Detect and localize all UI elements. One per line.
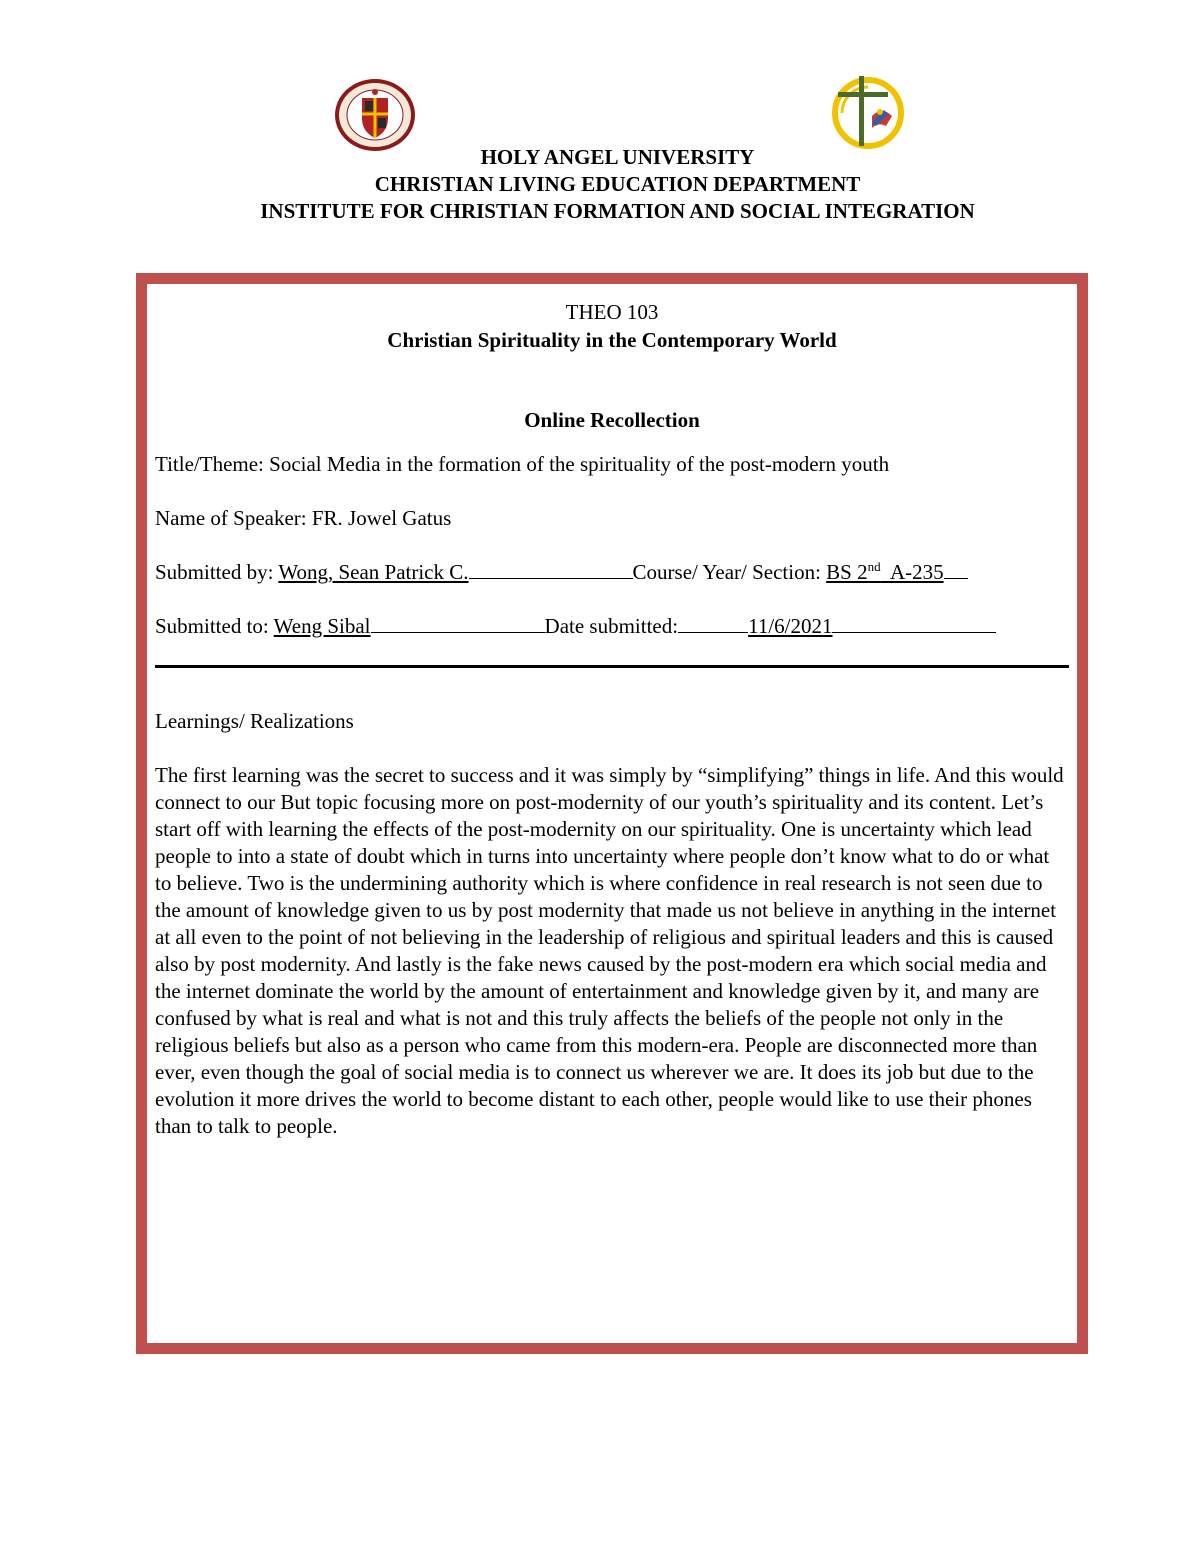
- cross-emblem-icon: [826, 72, 908, 150]
- learnings-text: The first learning was the secret to success and it was simply by “simplifying” things in life. And this would connect to our But topic focusing more on post-modernity of our youth’s spirituality and its content. Let’s start off with learning the effects of the post-modernity on our spirituality. One is uncertainty which lead people to into a state of doubt which in turns into uncertainty where people don’t know what to do or what to believe. Two is the undermining authority which is where confidence in real research is not seen due to the amount of knowledge given to us by post modernity that made us not believe in anything in the internet at all even to the point of not believing in the leadership of religious and spiritual leaders and this is caused also by post modernity. And lastly is the fake news caused by the post-modern era which social media and the internet dominate the world by the amount of entertainment and knowledge given by it, and many are confused by what is real and what is not and this truly affects the beliefs of the people not only in the religious beliefs but also as a person who came from this modern-era. People are disconnected more than ever, even though the goal of social media is to connect us wherever we are. It does its job but due to the evolution it more drives the world to become distant to each other, people would like to use their phones than to talk to people.: [155, 763, 1064, 1138]
- speaker-field: [155, 504, 451, 532]
- section-divider: [155, 665, 1069, 668]
- department-name: CHRISTIAN LIVING EDUCATION DEPARTMENT: [374, 172, 861, 196]
- submitted-to-blank: [371, 614, 545, 633]
- date-blank-after: [832, 614, 996, 633]
- submitted-by-row: [155, 558, 968, 586]
- submitted-by-blank: [469, 560, 633, 579]
- submitted-by-label: Submitted by:: [155, 560, 274, 584]
- document-header: [0, 144, 1200, 225]
- course-section-value: BS 2nd A-235: [826, 559, 944, 584]
- date-value: 11/6/2021: [748, 614, 833, 638]
- university-name: HOLY ANGEL UNIVERSITY: [480, 145, 755, 169]
- theme-label: Title/Theme:: [155, 452, 264, 476]
- submitted-to-label: Submitted to:: [155, 614, 269, 638]
- submitted-to-value: Weng Sibal: [273, 614, 371, 638]
- submitted-to-row: [155, 612, 996, 640]
- activity-title: Online Recollection: [524, 408, 700, 432]
- form-frame: [136, 273, 1088, 1354]
- course-section-label: Course/ Year/ Section:: [632, 560, 821, 584]
- date-blank-before: [678, 614, 748, 633]
- learnings-label: Learnings/ Realizations: [155, 709, 354, 733]
- theme-field: [155, 450, 889, 478]
- course-section-blank: [944, 560, 968, 579]
- submitted-by-value: Wong, Sean Patrick C.: [278, 560, 469, 584]
- course-title: Christian Spirituality in the Contemporary World: [387, 328, 837, 352]
- university-seal-icon: [334, 78, 416, 152]
- institute-name: INSTITUTE FOR CHRISTIAN FORMATION AND SOCIAL INTEGRATION: [260, 199, 975, 223]
- date-label: Date submitted:: [544, 614, 679, 638]
- speaker-label: Name of Speaker:: [155, 506, 307, 530]
- course-code: THEO 103: [565, 300, 659, 324]
- theme-value: Social Media in the formation of the spirituality of the post-modern youth: [269, 452, 890, 476]
- form-content: [147, 284, 1077, 1343]
- speaker-value: FR. Jowel Gatus: [311, 506, 452, 530]
